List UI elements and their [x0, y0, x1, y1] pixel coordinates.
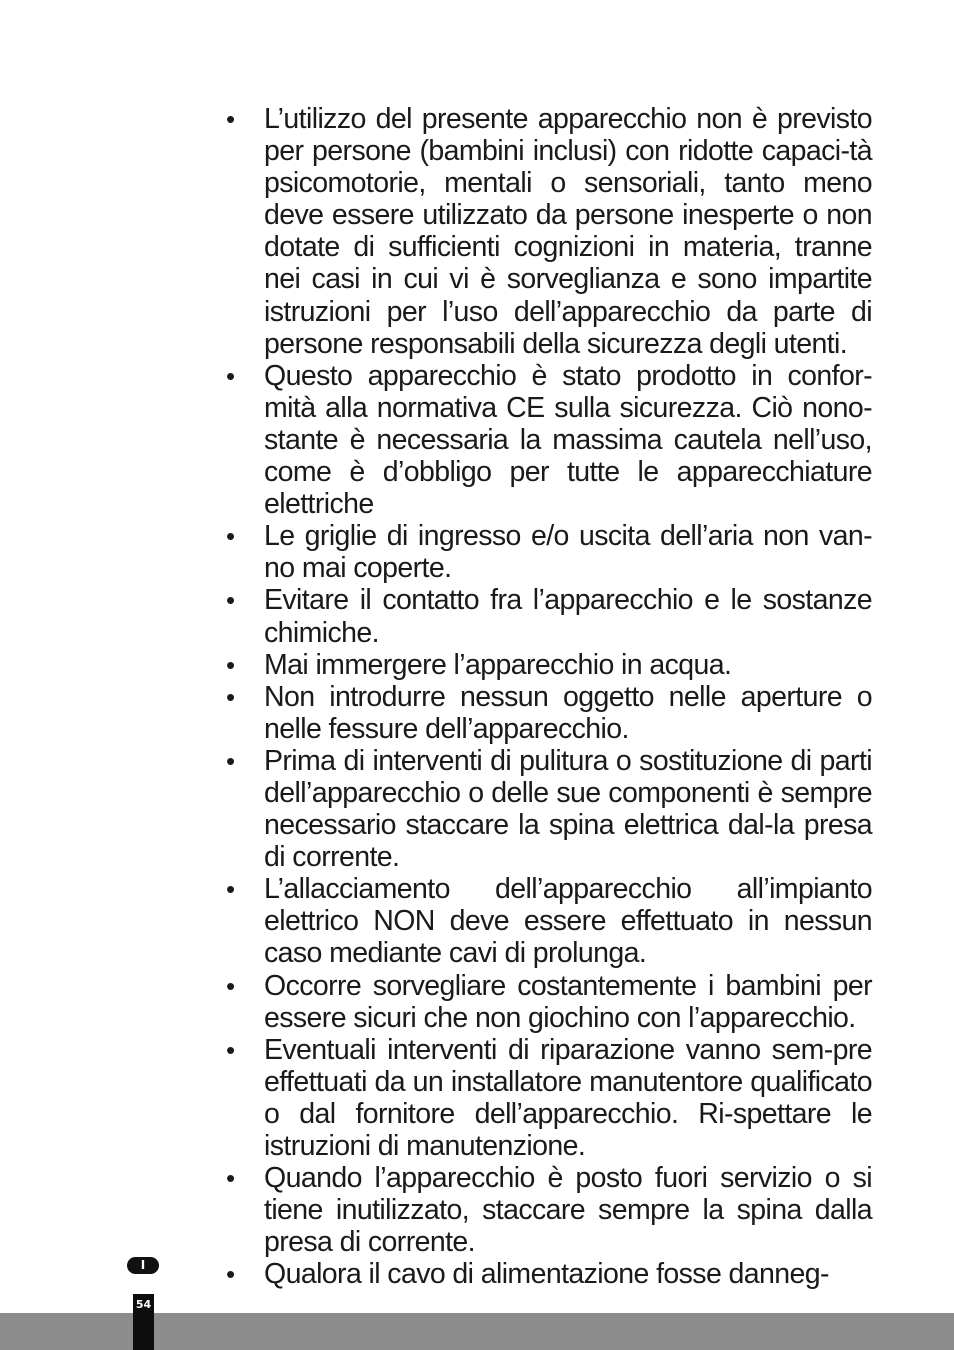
list-item-text: L’allacciamento dell’apparecchio all’impianto elettrico NON deve essere effettuato in nessun caso mediante cavi di prolunga. [264, 873, 872, 970]
bullet-list [224, 103, 872, 1290]
bullet-icon: • [226, 521, 235, 552]
bullet-icon: • [226, 1034, 235, 1065]
bullet-icon: • [226, 681, 235, 712]
list-item-text: Questo apparecchio è stato prodotto in confor-mità alla normativa CE sulla sicurezza. Ciò nono-stante è necessaria la massima cautela nell’uso, come è d’obbligo per tutte le apparecchiature elettriche [264, 359, 872, 521]
list-item-text: L’utilizzo del presente apparecchio non è previsto per persone (bambini inclusi) con ridotte capaci-tà psicomotorie, mentali o sensoriali, tanto meno deve essere utilizzato da persone inesperte o non dotate di sufficienti cognizioni in materia, tranne nei casi in cui vi è sorveglianza e sono impartite istruzioni per l’uso dell’apparecchio da parte di persone responsabili della sicurezza degli utenti. [264, 103, 872, 360]
list-item-text: Quando l’apparecchio è posto fuori servizio o si tiene inutilizzato, staccare sempre la spina dalla presa di corrente. [264, 1162, 872, 1259]
list-item-text: Mai immergere l’apparecchio in acqua. [264, 648, 732, 681]
bullet-icon: • [226, 360, 235, 391]
list-item-text: Evitare il contatto fra l’apparecchio e le sostanze chimiche. [264, 584, 872, 649]
list-item [224, 970, 872, 1034]
bullet-icon: • [226, 745, 235, 776]
list-item [224, 745, 872, 873]
language-badge: I [127, 1257, 159, 1274]
list-item [224, 873, 872, 969]
bullet-icon: • [226, 1163, 235, 1194]
page-number-tab [133, 1294, 154, 1350]
list-item [224, 681, 872, 745]
list-item [224, 584, 872, 648]
bullet-icon: • [226, 585, 235, 616]
list-item [224, 1162, 872, 1258]
bullet-icon: • [226, 649, 235, 680]
bullet-icon: • [226, 874, 235, 905]
safety-instructions [224, 103, 872, 1290]
list-item-text: Occorre sorvegliare costantemente i bambini per essere sicuri che non giochino con l’apparecchio. [264, 969, 872, 1034]
list-item [224, 649, 872, 681]
list-item-text: Le griglie di ingresso e/o uscita dell’aria non van-no mai coperte. [264, 520, 872, 585]
bullet-icon: • [226, 970, 235, 1001]
list-item [224, 103, 872, 360]
bullet-icon: • [226, 104, 235, 134]
bullet-icon: • [226, 1259, 235, 1290]
page-number: 54 [135, 1298, 152, 1311]
list-item [224, 1258, 872, 1290]
list-item [224, 360, 872, 520]
list-item-text: Non introdurre nessun oggetto nelle aperture o nelle fessure dell’apparecchio. [264, 680, 872, 745]
list-item [224, 1034, 872, 1162]
list-item-text: Prima di interventi di pulitura o sostituzione di parti dell’apparecchio o delle sue componenti è sempre necessario staccare la spina elettrica dal-la presa di corrente. [264, 744, 872, 874]
list-item [224, 520, 872, 584]
list-item-text: Qualora il cavo di alimentazione fosse danneg- [264, 1258, 829, 1291]
list-item-text: Eventuali interventi di riparazione vanno sem-pre effettuati da un installatore manutentore qualificato o dal fornitore dell’apparecchio. Ri-spettare le istruzioni di manutenzione. [264, 1033, 872, 1162]
